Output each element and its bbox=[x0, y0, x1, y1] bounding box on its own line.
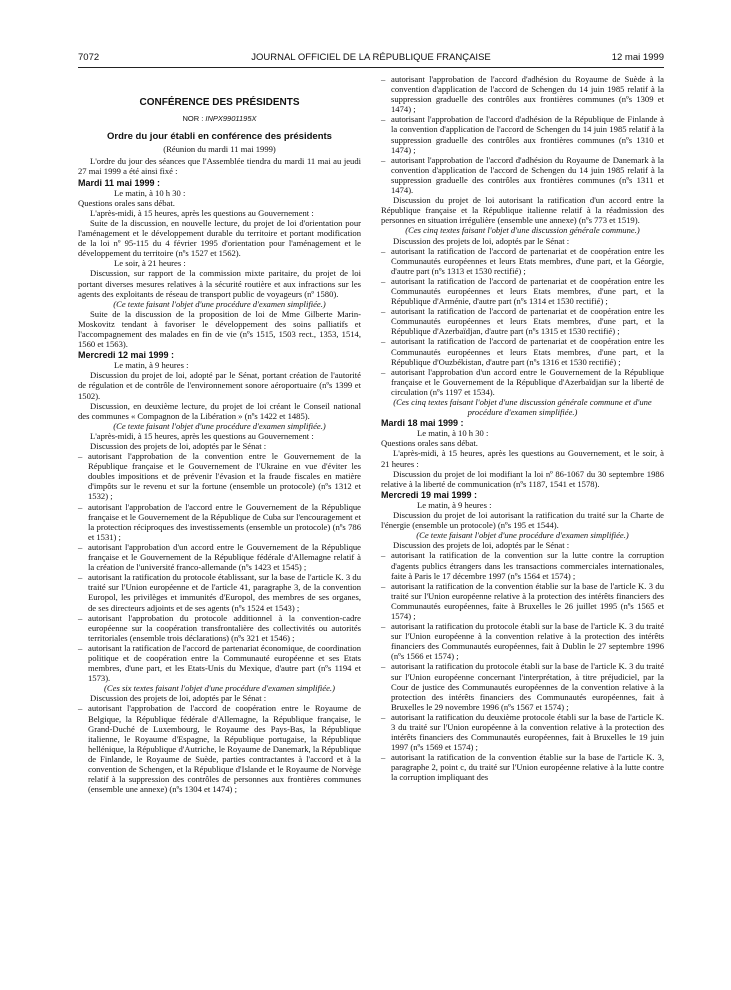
nor-label: NOR : bbox=[182, 114, 206, 124]
agenda-item: Discussion du projet de loi autorisant la ratification du traité sur la Charte de l'énergie (ensemble un protocole) (nºs 195 et 1544). bbox=[381, 510, 664, 531]
session-time: Le matin, à 9 heures : bbox=[417, 499, 492, 510]
list-lead: Discussion des projets de loi, adoptés par le Sénat : bbox=[393, 540, 570, 551]
page-header bbox=[78, 52, 664, 66]
list-item: – autorisant l'approbation de l'accord d'adhésion de la République de Finlande à la convention d'application de l'accord de Schengen du 14 juin 1985 relatif à la suppression graduelle des contrôles aux frontières communes (nºs 1310 et 1474) ; bbox=[381, 114, 664, 154]
day-heading: Mercredi 19 mai 1999 : bbox=[381, 489, 478, 500]
procedure-note: (Ces six textes faisant l'objet d'une procédure d'examen simplifiée.) bbox=[104, 683, 335, 694]
bill-list bbox=[381, 550, 664, 782]
bill-list bbox=[381, 74, 664, 195]
list-lead: Discussion des projets de loi, adoptés par le Sénat : bbox=[90, 441, 267, 451]
list-item: – autorisant la ratification du deuxième protocole établi sur la base de l'article K. 3 du traité sur l'Union européenne à la convention relative à la protection des intérêts financiers des Communautés européennes, fait à Bruxelles le 19 juin 1997 (nºs 1569 et 1574) ; bbox=[381, 712, 664, 752]
left-column bbox=[78, 74, 361, 794]
intro-paragraph: L'ordre du jour des séances que l'Assemblée tiendra du mardi 11 mai au jeudi 27 mai 1999 a été ainsi fixé : bbox=[78, 156, 361, 177]
bill-list bbox=[78, 703, 361, 794]
list-item: – autorisant l'approbation de l'accord d'adhésion du Royaume de Danemark à la convention d'application de l'accord de Schengen du 14 juin 1985 relatif à la suppression graduelle des contrôles aux frontières communes (nºs 1311 et 1474). bbox=[381, 155, 664, 195]
agenda-item: Discussion, sur rapport de la commission mixte paritaire, du projet de loi portant diverses mesures relatives à la sécurité routière et aux infractions sur les agents des exploitants de réseau de transport public de voyageurs (nº 1580). bbox=[78, 268, 361, 299]
day-heading: Mardi 11 mai 1999 : bbox=[78, 177, 161, 188]
agenda-item: Discussion du projet de loi autorisant la ratification d'un accord entre la République française et la République italienne relatif à la réadmission des personnes en situation irrégulière (ensemble une annexe) (nºs 773 et 1519). bbox=[381, 195, 664, 226]
list-item: – autorisant l'approbation du protocole additionnel à la convention-cadre européenne sur la coopération transfrontalière des collectivités ou autorités territoriales (ensemble trois déclarations) (nºs 321 et 1546) ; bbox=[78, 613, 361, 643]
list-item: – autorisant l'approbation d'un accord entre le Gouvernement de la République française et le Gouvernement de la République d'Azerbaïdjan sur la liberté de circulation (nºs 1197 et 1534). bbox=[381, 367, 664, 397]
session-time: Le matin, à 10 h 30 : bbox=[114, 187, 186, 198]
list-item: – autorisant l'approbation de l'accord d'adhésion du Royaume de Suède à la convention d'application de l'accord de Schengen du 14 juin 1985 relatif à la suppression graduelle des contrôles aux frontières communes (nºs 1309 et 1474) ; bbox=[381, 74, 664, 114]
procedure-note: (Ce texte faisant l'objet d'une procédure d'examen simplifiée.) bbox=[113, 298, 326, 309]
list-item: – autorisant la ratification du protocole établissant, sur la base de l'article K. 3 du traité sur l'Union européenne et de l'article 41, paragraphe 3, de la convention Europol, les privilèges et immunités d'Europol, des membres de ses organes, de ses directeurs adjoints et de ses agents (nºs 1524 et 1543) ; bbox=[78, 572, 361, 612]
page-number: 7072 bbox=[78, 52, 100, 63]
session-time: L'après-midi, à 15 heures, après les questions au Gouvernement : bbox=[90, 207, 314, 218]
list-lead: Discussion des projets de loi, adoptés par le Sénat : bbox=[393, 235, 570, 246]
list-item: – autorisant la ratification de l'accord de partenariat et de coopération entre les Communautés européennes et leurs Etats membres, d'une part, et la République d'Arménie, d'autre part (nºs 1314 et 1530 rectifié) ; bbox=[381, 276, 664, 306]
list-item: – autorisant la ratification du protocole établi sur la base de l'article K. 3 du traité sur l'Union européenne concernant l'interprétation, à titre préjudiciel, par la Cour de justice des Communautés européennes de la convention relative à la protection des intérêts financiers des Communautés européennes, fait à Bruxelles le 29 novembre 1996 (nºs 1567 et 1574) ; bbox=[381, 661, 664, 711]
procedure-note: (Ces cinq textes faisant l'objet d'une discussion générale commune.) bbox=[405, 225, 640, 236]
agenda-item: Discussion du projet de loi, adopté par le Sénat, portant création de l'autorité de régulation et de contrôle de l'environnement sonore aéroportuaire (nºs 1399 et 1502). bbox=[78, 370, 361, 401]
list-item: – autorisant l'approbation d'un accord entre le Gouvernement de la République française et le Gouvernement de la République fédérale d'Allemagne relatif à la création de l'université franco-allemande (nºs 1423 et 1545) ; bbox=[78, 542, 361, 572]
list-item: – autorisant la ratification de l'accord de partenariat et de coopération entre les Communautés européennes et leurs Etats membres, d'une part, et la République d'Azerbaïdjan, d'autre part (nºs 1315 et 1530 rectifié) ; bbox=[381, 306, 664, 336]
agenda-item: Questions orales sans débat. bbox=[381, 438, 478, 449]
list-lead: Discussion des projets de loi, adoptés par le Sénat : bbox=[90, 693, 267, 704]
nor-reference bbox=[78, 114, 361, 124]
agenda-subtitle: Ordre du jour établi en conférence des présidents bbox=[107, 131, 332, 143]
agenda-item: Suite de la discussion de la proposition de loi de Mme Gilberte Marin-Moskovitz tendant à favoriser le développement des soins palliatifs et l'accompagnement des malades en fin de vie (nºs 1515, 1503 rect., 1353, 1514, 1560 et 1563). bbox=[78, 308, 361, 350]
list-item: – autorisant la ratification du protocole établi sur la base de l'article K. 3 du traité sur l'Union européenne à la convention relative à la protection des intérêts financiers des Communautés européennes, fait à Dublin le 27 septembre 1996 (nºs 1566 et 1574) ; bbox=[381, 621, 664, 661]
agenda-item: Discussion, en deuxième lecture, du projet de loi créant le Conseil national des communes « Compagnon de la Libération » (nºs 1422 et 1485). bbox=[78, 400, 361, 421]
day-heading: Mardi 18 mai 1999 : bbox=[381, 418, 464, 429]
list-item: – autorisant la ratification de l'accord de partenariat et de coopération entre les Communautés européennes et leurs Etats membres, d'une part, et la Géorgie, d'autre part (nºs 1313 et 1530 rectifié) ; bbox=[381, 246, 664, 276]
agenda-item: Questions orales sans débat. bbox=[78, 197, 175, 208]
session-time: Le soir, à 21 heures : bbox=[114, 258, 186, 269]
list-item: – autorisant l'approbation de l'accord entre le Gouvernement de la République française et le Gouvernement de la République de Cuba sur l'encouragement et la protection réciproques des investissements (ensemble un protocole) (nºs 786 et 1531) ; bbox=[78, 502, 361, 542]
session-time: Le matin, à 9 heures : bbox=[114, 360, 189, 371]
list-item: – autorisant la ratification de la convention établie sur la base de l'article K. 3 du traité sur l'Union européenne relative à la protection des intérêts financiers des Communautés européennes, faite à Bruxelles le 26 juillet 1995 (nºs 1565 et 1574) ; bbox=[381, 581, 664, 621]
session-time: L'après-midi, à 15 heures, après les questions au Gouvernement : bbox=[90, 430, 314, 441]
list-item: – autorisant la ratification de la convention sur la lutte contre la corruption d'agents publics étrangers dans les transactions commerciales internationales, faite à Paris le 17 décembre 1997 (nºs 1564 et 1574) ; bbox=[381, 550, 664, 580]
list-item: – autorisant la ratification de l'accord de partenariat économique, de coordination politique et de coopération entre la Communauté européenne et ses Etats membres, d'une part, et les Etats-Unis du Mexique, d'autre part (nºs 1194 et 1573). bbox=[78, 643, 361, 683]
session-time: Le matin, à 10 h 30 : bbox=[417, 428, 489, 439]
section-title: CONFÉRENCE DES PRÉSIDENTS bbox=[139, 97, 300, 108]
header-rule bbox=[78, 67, 664, 68]
right-column bbox=[381, 74, 664, 783]
list-item: – autorisant la ratification de l'accord de partenariat et de coopération entre les Communautés européennes et leurs Etats membres, d'une part, et la République d'Ouzbékistan, d'autre part (nºs 1316 et 1530 rectifié) ; bbox=[381, 336, 664, 366]
journal-title: JOURNAL OFFICIEL DE LA RÉPUBLIQUE FRANÇAISE bbox=[251, 52, 491, 63]
list-item: – autorisant l'approbation de l'accord de coopération entre le Royaume de Belgique, la République fédérale d'Allemagne, la République française, le Grand-Duché de Luxembourg, le Royaume des Pays-Bas, la République italienne, le Royaume d'Espagne, la République portugaise, la République hellénique, la République d'Autriche, le Royaume de Danemark, la République de Finlande, le Royaume de Suède, parties contractantes à l'accord et à la convention de Schengen, et la République d'Islande et le Royaume de Norvège relatif à la suppression des contrôles de personnes aux frontières communes (ensemble une annexe) (nºs 1304 et 1474) ; bbox=[78, 703, 361, 794]
meeting-date: (Réunion du mardi 11 mai 1999) bbox=[163, 144, 276, 155]
session-time: L'après-midi, à 15 heures, après les questions au Gouvernement, et le soir, à 21 heures : bbox=[381, 448, 664, 469]
issue-date: 12 mai 1999 bbox=[611, 52, 664, 63]
list-item: – autorisant l'approbation de la convention entre le Gouvernement de la République française et le Gouvernement de l'Ukraine en vue d'éviter les doubles impositions et de prévenir l'évasion et la fraude fiscales en matière d'impôts sur le revenu et sur la fortune (ensemble un protocole) (nºs 1312 et 1532) ; bbox=[78, 451, 361, 501]
procedure-note: (Ce texte faisant l'objet d'une procédure d'examen simplifiée.) bbox=[113, 420, 326, 431]
agenda-item: Discussion du projet de loi modifiant la loi nº 86-1067 du 30 septembre 1986 relative à la liberté de communication (nºs 1187, 1541 et 1578). bbox=[381, 468, 664, 489]
agenda-item: Suite de la discussion, en nouvelle lecture, du projet de loi d'orientation pour l'aménagement et le développement durable du territoire et portant modification de la loi nº 95-115 du 4 février 1995 d'orientation pour l'aménagement et le développement du territoire (nºs 1527 et 1562). bbox=[78, 217, 361, 259]
bill-list bbox=[78, 451, 361, 683]
list-item: – autorisant la ratification de la convention établie sur la base de l'article K. 3, paragraphe 2, point c, du traité sur l'Union européenne relative à la lutte contre la corruption impliquant des bbox=[381, 752, 664, 782]
procedure-note: (Ces cinq textes faisant l'objet d'une discussion générale commune et d'une procédure d'examen simplifiée.) bbox=[393, 397, 652, 418]
day-heading: Mercredi 12 mai 1999 : bbox=[78, 350, 175, 361]
procedure-note: (Ce texte faisant l'objet d'une procédure d'examen simplifiée.) bbox=[416, 530, 629, 541]
nor-code: INPX9901195X bbox=[205, 114, 257, 124]
bill-list bbox=[381, 246, 664, 397]
